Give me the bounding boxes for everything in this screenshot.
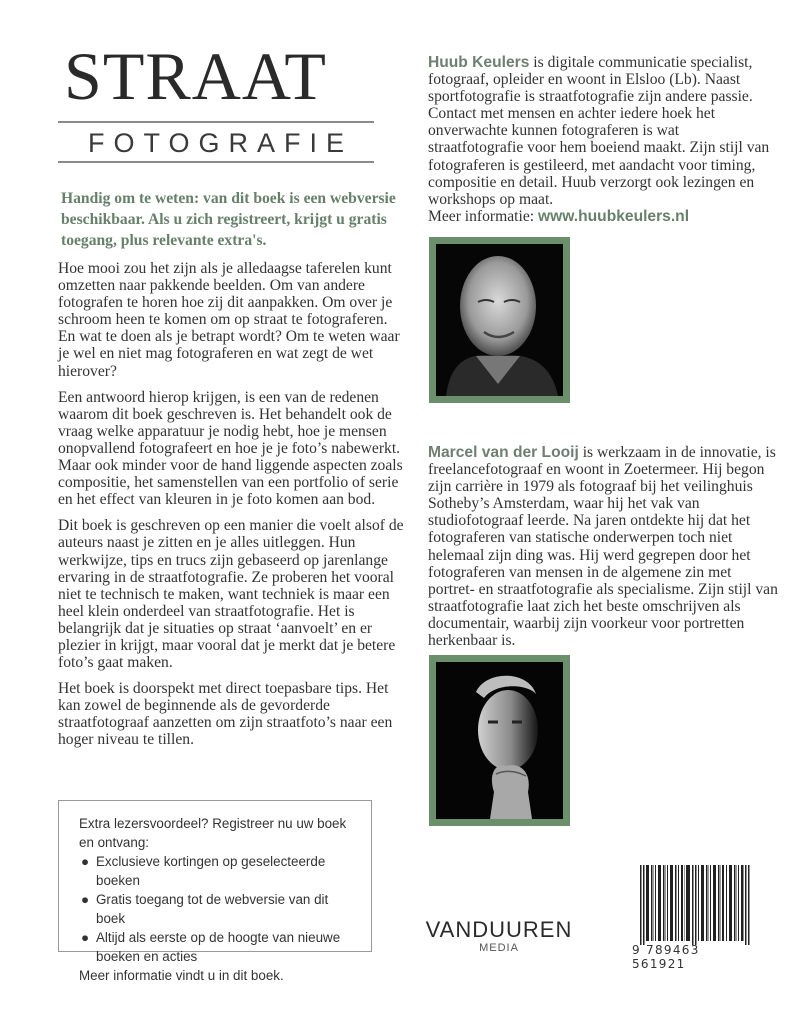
author-photo-huub bbox=[429, 237, 570, 403]
publisher-logo bbox=[415, 918, 583, 954]
benefit-item bbox=[79, 852, 357, 890]
benefit-text: Altijd als eerste op de hoogte van nieuwe boeken en acties bbox=[96, 930, 341, 964]
author-bio-huub bbox=[428, 54, 778, 225]
author-name: Marcel van der Looij bbox=[428, 444, 579, 461]
author-bio-marcel bbox=[428, 444, 778, 649]
author-name: Huub Keulers bbox=[428, 54, 530, 71]
portrait-icon bbox=[436, 244, 563, 396]
title-rule-top bbox=[58, 121, 374, 123]
benefit-text: Exclusieve kortingen op geselecteerde boeken bbox=[96, 854, 326, 888]
publisher-sub: MEDIA bbox=[479, 942, 519, 954]
author-photo-marcel bbox=[429, 655, 570, 826]
description-paragraph: Dit boek is geschreven op een manier die voelt alsof de auteurs naast je zitten en je alles uitleggen. Hun werkwijze, tips en trucs zijn gebaseerd op jarenlange ervaring in de straatfotografie. Ze proberen het vooral niet te technisch te maken, want techniek is maar een heel klein onderdeel van straatfotografie. Het is belangrijk dat je situaties op straat ‘aanvoelt’ en er plezier in krijgt, maar vooral dat je merkt dat je betere foto’s gaat maken. bbox=[58, 517, 404, 672]
benefit-item bbox=[79, 928, 357, 966]
benefit-outro: Meer informatie vindt u in dit boek. bbox=[79, 968, 284, 983]
portrait-icon bbox=[436, 662, 563, 819]
reader-benefit-box bbox=[58, 800, 372, 983]
bullet-icon: ● bbox=[81, 930, 90, 945]
description-paragraph: Een antwoord hierop krijgen, is een van de redenen waarom dit boek geschreven is. Het behandelt ook de vraag welke apparatuur je nodig hebt, hoe je mensen onopvallend fotografeert en hoe je je foto’s nabewerkt. Maar ook minder voor de hand liggende aspecten zoals compositie, het samenstellen van een portfolio of serie en het effect van kleuren in je foto komen aan bod. bbox=[58, 388, 403, 509]
book-subtitle: FOTOGRAFIE bbox=[87, 128, 353, 158]
description-paragraph: Hoe mooi zou het zijn als je alledaagse taferelen kunt omzetten naar pakkende beelden. Om van andere fotografen te horen hoe zij dit aanpakken. Om over je schroom heen te komen om op straat te fotograferen. En wat te doen als je betrapt wordt? Om te weten waar je wel en niet mag fotograferen en wat zegt de wet hierover? bbox=[58, 260, 400, 380]
benefit-text: Gratis toegang tot de webversie van dit boek bbox=[96, 892, 329, 926]
bullet-icon: ● bbox=[81, 892, 90, 907]
web-version-notice: Handig om te weten: van dit boek is een webversie beschikbaar. Als u zich registreert, krijgt u gratis toegang, plus relevante extra's. bbox=[61, 190, 396, 249]
benefit-list bbox=[79, 852, 357, 966]
author-bio-text: is digitale communicatie specialist, fotograaf, opleider en woont in Elsloo (Lb). Naast sportfotografie is straatfotografie zijn andere passie. Contact met mensen en achter iedere hoek het onverwachte kunnen fotograferen is wat straatfotografie voor hem boeiend maakt. Zijn stijl van fotograferen is gestileerd, met aandacht voor timing, compositie en detail. Huub verzorgt ook lezingen en workshops op maat. bbox=[428, 54, 770, 208]
benefit-item bbox=[79, 890, 357, 928]
author-website-link[interactable]: www.huubkeulers.nl bbox=[537, 207, 690, 225]
back-cover-description bbox=[58, 260, 404, 758]
description-paragraph: Het boek is doorspekt met direct toepasbare tips. Het kan zowel de beginnende als de gevorderde straatfotograaf aanzetten om zijn straatfoto’s naar een hoger niveau te tillen. bbox=[58, 680, 393, 749]
title-rule-bottom bbox=[58, 161, 374, 163]
portrait-image bbox=[436, 244, 563, 396]
isbn-barcode bbox=[640, 865, 750, 945]
author-bio-text: is werkzaam in de innovatie, is freelancefotograaf en woont in Zoetermeer. Hij begon zijn carrière in 1979 als fotograaf bij het veilinghuis Sotheby’s Amsterdam, waar hij het vak van studiofotograaf leerde. Na jaren ontdekte hij dat het fotograferen van statische onderwerpen toch niet helemaal zijn ding was. Hij werd gegrepen door het fotograferen van mensen in de algemene zin met portret- en straatfotografie als specialisme. Zijn stijl van straatfotografie laat zich het beste omschrijven als documentair, waarbij zijn voorkeur voor portretten herkenbaar is. bbox=[428, 444, 778, 650]
publisher-name: VANDUUREN bbox=[425, 917, 573, 942]
book-title: STRAAT bbox=[64, 38, 327, 114]
more-info-label: Meer informatie: bbox=[428, 207, 538, 225]
benefit-intro: Extra lezersvoordeel? Registreer nu uw boek en ontvang: bbox=[79, 816, 347, 850]
portrait-image bbox=[436, 662, 563, 819]
bullet-icon: ● bbox=[81, 854, 90, 869]
isbn-number: 9 789463 561921 bbox=[632, 943, 700, 971]
